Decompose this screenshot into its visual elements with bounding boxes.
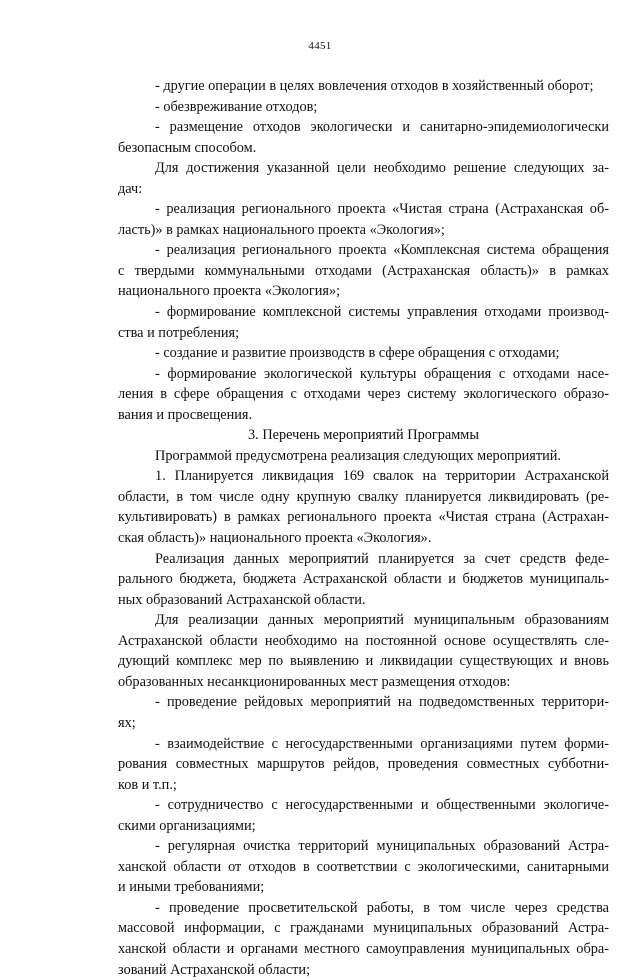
task-culture (118, 364, 609, 426)
text-line: ных образований Астраханской области. (118, 591, 366, 608)
text-line: - регулярная очистка территорий муниципальных образований Астра- (155, 838, 609, 855)
text-line: ления в сфере обращения с отходами через систему экологического образо- (118, 386, 609, 403)
measure-1 (118, 466, 609, 548)
item-other-operations (118, 76, 609, 97)
item-neutralization (118, 97, 609, 118)
municipal-measures-intro (118, 610, 609, 692)
measure-raids (118, 692, 609, 733)
text-line: - формирование экологической культуры обращения с отходами насе- (155, 365, 609, 382)
text-line: Для реализации данных мероприятий муниципальным образованиям (155, 612, 609, 629)
text-line: - формирование комплексной системы управления отходами производ- (155, 304, 609, 321)
text-line: ханской области и органами местного самоуправления муниципальных обра- (118, 940, 609, 957)
funding (118, 549, 609, 611)
text-line: вания и просвещения. (118, 406, 253, 423)
program-intro (118, 446, 609, 467)
text-line: - проведение рейдовых мероприятий на подведомственных территори- (155, 694, 609, 711)
task-waste-system (118, 240, 609, 302)
text-line: дач: (118, 180, 143, 197)
text-line: и иными требованиями; (118, 879, 265, 896)
text-line: образованных несанкционированных мест размещения отходов: (118, 673, 511, 690)
tasks-intro (118, 158, 609, 199)
text-line: Реализация данных мероприятий планируется за счет средств феде- (155, 550, 609, 567)
text-line: зований Астраханской области; (118, 961, 311, 978)
text-line: области, в том числе одну крупную свалку планируется ликвидировать (ре- (118, 488, 609, 505)
text-line: ства и потребления; (118, 324, 240, 341)
text-line: - другие операции в целях вовлечения отходов в хозяйственный оборот; (155, 78, 594, 94)
measure-ngo-interaction (118, 734, 609, 796)
text-line: - проведение просветительской работы, в том числе через средства (155, 899, 609, 916)
text-line: безопасным способом. (118, 139, 257, 156)
text-line: - реализация регионального проекта «Чистая страна (Астраханская об- (155, 201, 609, 218)
text-line: Астраханской области необходимо на постоянной основе осуществлять сле- (118, 632, 609, 649)
task-management-system (118, 302, 609, 343)
text-line: ханской области от отходов в соответствии с экологическими, санитарными (118, 858, 609, 875)
text-line: ков и т.п.; (118, 776, 177, 793)
text-line: скими организациями; (118, 817, 256, 834)
text-line: 1. Планируется ликвидация 169 свалок на территории Астраханской (155, 468, 609, 485)
task-clean-country (118, 199, 609, 240)
text-line: - обезвреживание отходов; (155, 98, 318, 115)
text-line: с твердыми коммунальными отходами (Астраханская область)» в рамках (118, 262, 609, 279)
text-line: рального бюджета, бюджета Астраханской области и бюджетов муниципаль- (118, 571, 609, 588)
text-line: Программой предусмотрена реализация следующих мероприятий. (155, 447, 562, 464)
text-line: - сотрудничество с негосударственными и общественными экологиче- (155, 797, 609, 814)
text-line: массовой информации, с гражданами муниципальных образований Астра- (118, 920, 609, 937)
measure-cleaning (118, 836, 609, 898)
measure-education (118, 898, 609, 980)
text-line: Для достижения указанной цели необходимо решение следующих за- (155, 160, 609, 177)
text-line: дующий комплекс мер по выявлению и ликвидации существующих и вновь (118, 653, 609, 670)
section-title: 3. Перечень мероприятий Программы (248, 427, 479, 444)
section-heading (118, 425, 609, 446)
text-line: национального проекта «Экология»; (118, 283, 341, 300)
task-production (118, 343, 609, 364)
text-line: ях; (118, 714, 136, 731)
page-number: 4451 (308, 40, 332, 52)
text-line: - создание и развитие производств в сфере обращения с отходами; (155, 345, 560, 362)
text-line: ская область)» национального проекта «Экология». (118, 530, 432, 547)
text-line: - взаимодействие с негосударственными организациями путем форми- (155, 735, 609, 752)
measure-cooperation (118, 795, 609, 836)
body-text (118, 76, 609, 980)
text-line: - реализация регионального проекта «Комплексная система обращения (155, 242, 609, 259)
text-line: культивировать) в рамках регионального проекта «Чистая страна (Астрахан- (118, 509, 609, 526)
text-line: ласть)» в рамках национального проекта «Экология»; (118, 221, 445, 238)
text-line: - размещение отходов экологически и санитарно-эпидемиологически (155, 119, 609, 136)
item-placement (118, 117, 609, 158)
text-line: рования совместных маршрутов рейдов, проведения совместных субботни- (118, 756, 609, 773)
